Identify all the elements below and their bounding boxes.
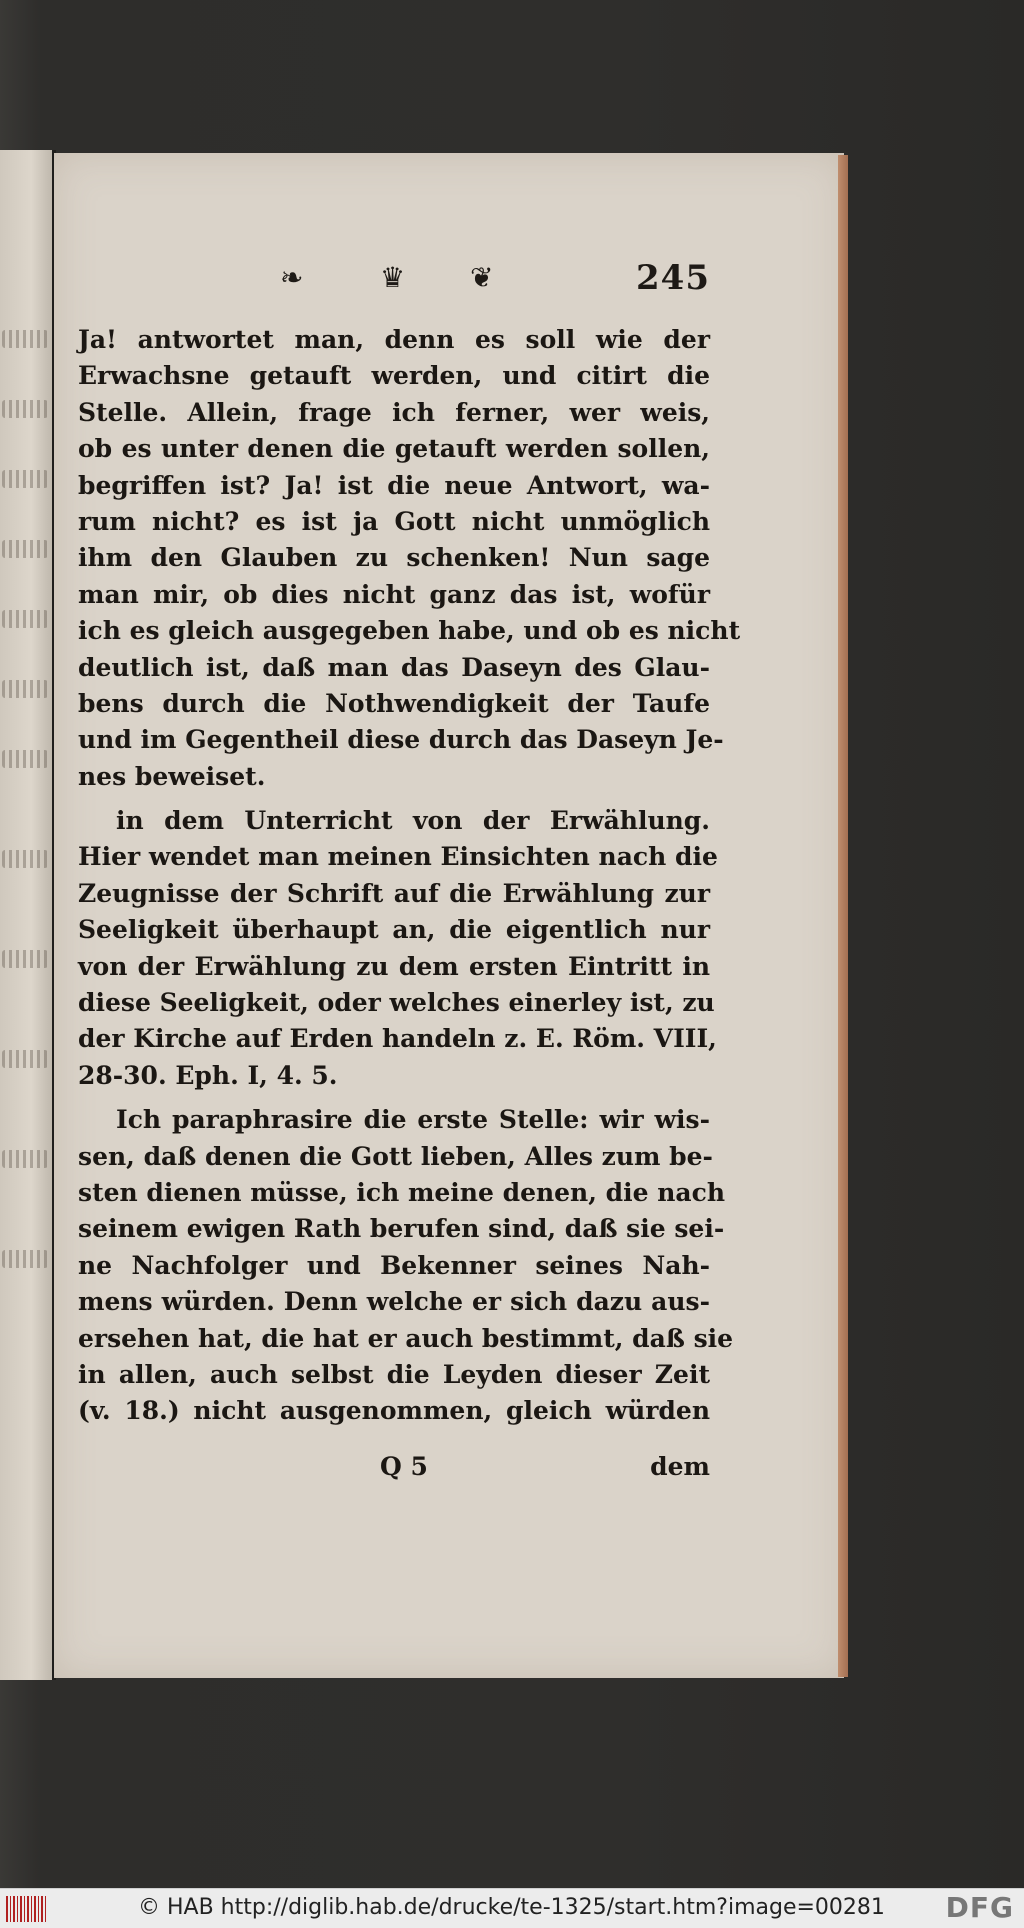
text-line: Seeligkeit überhaupt an, die eigentlich nur [78,915,710,945]
page-signature-line [380,1452,710,1486]
signature-mark: Q 5 [380,1452,428,1481]
bleed-through-mark [2,850,48,868]
bleed-through-mark [2,1050,48,1068]
text-line: Hier wendet man meinen Einsichten nach die [78,842,718,872]
bleed-through-mark [2,470,48,488]
text-line: in dem Unterricht von der Erwählung. [116,806,710,836]
fleuron-right-icon: ❦ [470,261,494,294]
text-line: der Kirche auf Erden handeln z. E. Röm. VIII, [78,1024,717,1054]
text-line: von der Erwählung zu dem ersten Eintritt in [78,951,710,981]
text-line: bens durch die Nothwendigkeit der Taufe [78,688,710,718]
crown-ornament-icon: ♛ [380,261,406,294]
text-line: begriffen ist? Ja! ist die neue Antwort, wa- [78,470,710,500]
viewer-footer [0,1888,1024,1928]
text-line: und im Gegentheil diese durch das Daseyn Je- [78,725,724,755]
text-line: ich es gleich ausgegeben habe, und ob es nicht [78,616,741,646]
catchword: dem [650,1452,710,1481]
text-line: ne Nachfolger und Bekenner seines Nah- [78,1250,710,1280]
bleed-through-mark [2,750,48,768]
text-line: sten dienen müsse, ich meine denen, die nach [78,1177,725,1207]
bleed-through-mark [2,540,48,558]
page-edge-shadow [838,155,848,1677]
text-line: man mir, ob dies nicht ganz das ist, wofür [78,579,710,609]
text-line: ihm den Glauben zu schenken! Nun sage [78,543,710,573]
text-line: Stelle. Allein, frage ich ferner, wer weis, [78,397,710,427]
bleed-through-mark [2,680,48,698]
dfg-logo: DFG [945,1891,1014,1924]
text-line: seinem ewigen Rath berufen sind, daß sie sei- [78,1214,725,1244]
adjacent-page-edge [0,150,52,1680]
bleed-through-mark [2,330,48,348]
bleed-through-mark [2,1150,48,1168]
text-line: (v. 18.) nicht ausgenommen, gleich würden [78,1396,710,1426]
paragraph-gap [78,795,710,803]
text-line: Ja! antwortet man, denn es soll wie der [78,325,710,354]
text-line: ob es unter denen die getauft werden sollen, [78,434,710,464]
text-line: nes beweiset. [78,761,266,791]
text-line: mens würden. Denn welche er sich dazu aus- [78,1287,710,1317]
page-number: 245 [636,258,710,298]
bleed-through-mark [2,610,48,628]
text-line: 28-30. Eph. I, 4. 5. [78,1060,338,1090]
text-line: Ich paraphrasire die erste Stelle: wir wis- [116,1105,710,1135]
text-line: deutlich ist, daß man das Daseyn des Glau- [78,652,710,682]
text-line: ersehen hat, die hat er auch bestimmt, daß sie [78,1323,734,1353]
bleed-through-mark [2,400,48,418]
fleuron-left-icon: ❧ [280,261,304,294]
bleed-through-mark [2,1250,48,1268]
paragraph-gap [78,1094,710,1102]
text-line: Zeugnisse der Schrift auf die Erwählung zur [78,878,710,908]
hab-barcode-icon [6,1896,46,1922]
text-line: in allen, auch selbst die Leyden dieser Zeit [78,1359,710,1389]
text-line: Erwachsne getauft werden, und citirt die [78,361,710,391]
source-url-text[interactable]: © HAB http://diglib.hab.de/drucke/te-1325/start.htm?image=00281 [138,1895,885,1920]
text-line: rum nicht? es ist ja Gott nicht unmöglich [78,506,710,536]
text-line: diese Seeligkeit, oder welches einerley ist, zu [78,988,715,1018]
page-header [270,258,710,298]
bleed-through-mark [2,950,48,968]
body-text [78,322,741,1430]
text-line: sen, daß denen die Gott lieben, Alles zum be- [78,1141,713,1171]
